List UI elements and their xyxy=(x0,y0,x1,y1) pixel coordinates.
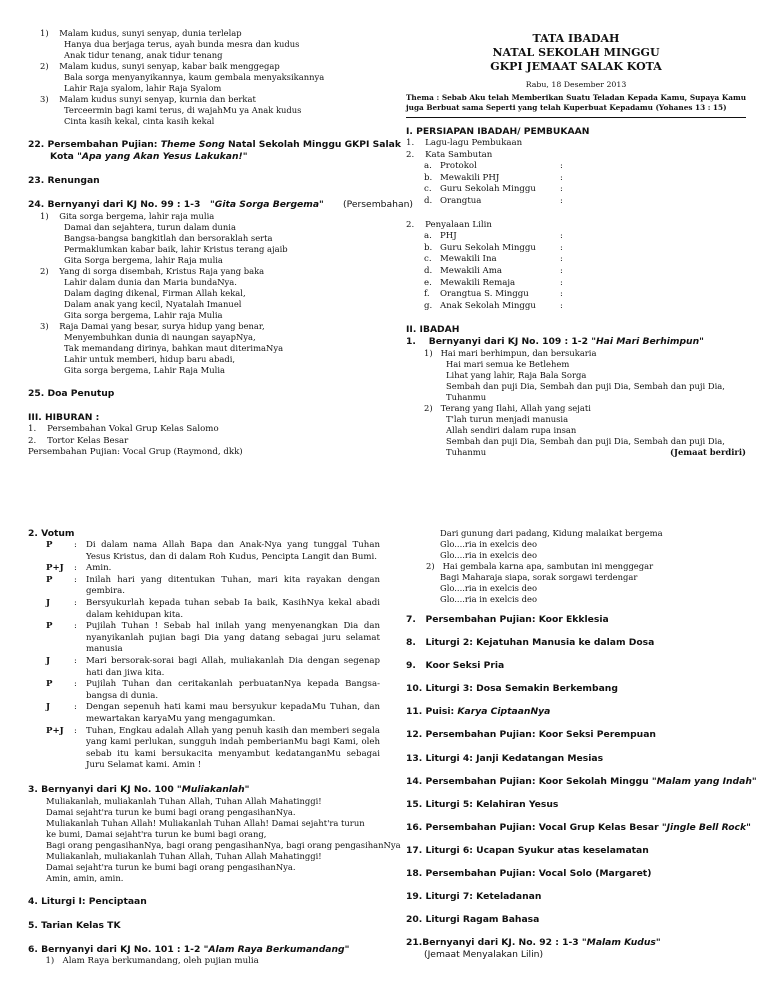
divider xyxy=(406,113,746,118)
doc-subtitle: NATAL SEKOLAH MINGGU xyxy=(492,46,660,59)
reading-row: P : Di dalam nama Allah Bapa dan Anak-Nya yang tunggal Tuhan Yesus Kristus, dan di dalam Roh Kudus, Pencipta Langit dan Bumi. xyxy=(46,540,380,562)
top-left-panel: 1) Malam kudus, sunyi senyap, dunia terlelap Hanya dua berjaga terus, ayah bunda mesra dan kudus Anak tidur tenang, anak tidur tenang 2) Malam kudus, sunyi senyap, kabar baik menggegap Bala sorga menyanyikannya, kaum gembala menyaksikannya Lahir Raja syalom, lahir Raja Syalom 3) Malam kudus sunyi senyap, kurnia dan berkat Terceermin bagi kami terus, di wajahMu ya Anak kudus Cinta kasih kekal, cinta kasih kekal 22. Persembahan Pujian: Theme Song Natal Sekolah Minggu GKPI Salak Kota "Apa yang Akan Yesus Lakukan!" 23. Renungan 24. Bernyanyi dari KJ No. 99 : 1-3 "Gita Sorga Bergema" (Persembahan) 1) Gita sorga bergema, lahir raja mulia Damai dan sejahtera, turun dalam dunia Bangsa-bangsa bangkitlah dan bersoraklah serta Permaklumkan kabar baik, lahir Kristus terang ajaib Gita Sorga bergema, lahir Raja mulia 2) Yang di sorga disembah, Kristus Raja yang baka Lahir dalam dunia dan Maria bundaNya. Dalam daging dikenal, Firman Allah kekal, Dalam anak yang kecil, Nyatalah Imanuel Gita sorga bergema, Lahir raja Mulia 3) Raja Damai yang besar, surya hidup yang benar, Menyembuhkan dunia di naungan sayapNya, Tak memandang dirinya, bahkan maut diterimaNya Lahir untuk memberi, hidup baru abadi, Gita sorga bergema, Lahir Raja Mulia 25. Doa Penutup III. HIBURAN : 1. Persembahan Vokal Grup Kelas Salomo 2. Tortor Kelas Besar Persembahan Pujian: Vocal Grup (Raymond, dkk) xyxy=(28,28,413,458)
lyric-line: Hanya dua berjaga terus, ayah bunda mesra dan kudus xyxy=(64,39,300,49)
reading-row: P : Inilah hari yang ditentukan Tuhan, mari kita rayakan dengan gembira. xyxy=(46,574,380,597)
item-24: 24. Bernyanyi dari KJ No. 99 : 1-3 "Gita Sorga Bergema" (Persembahan) xyxy=(28,199,413,210)
lilin-row: g. Anak Sekolah Minggu : xyxy=(424,300,563,311)
program-item: 11. Puisi: Karya CiptaanNya xyxy=(406,706,551,718)
lyric-line: Malam kudus, sunyi senyap, kabar baik menggegap xyxy=(59,61,280,71)
program-item: 18. Persembahan Pujian: Vocal Solo (Margaret) xyxy=(406,868,652,880)
hiburan-item-2: Tortor Kelas Besar xyxy=(47,435,129,446)
lyric-line: Anak tidur tenang, anak tidur tenang xyxy=(64,50,223,60)
lyric-line: Terceermin bagi kami terus, di wajahMu ya Anak kudus xyxy=(64,105,302,115)
program-item: 9. Koor Seksi Pria xyxy=(406,660,505,672)
item-3: 3. Bernyanyi dari KJ No. 100 "Muliakanlah" xyxy=(28,783,250,795)
top-right-panel: TATA IBADAH NATAL SEKOLAH MINGGU GKPI JEMAAT SALAK KOTA Rabu, 18 Desember 2013 Thema : Sebab Aku telah Memberikan Suatu Teladan Kepada Kamu, Supaya Kamu juga Berbuat sama Seperti yang telah Kuperbuat Kepadamu (Yohanes 13 : 15) I. PERSIAPAN IBADAH/ PEMBUKAAN 1. Lagu-lagu Pembukaan 2. Kata Sambutan a. Protokol : b. Mewakili PHJ : c. Guru Sekolah Minggu : d. Orangtua : 2. Penyalaan Lilin a. PHJ : b. Guru Sekolah Minggu : c. Mewakili Ina : d. Mewakili Ama : e. Mewakili Remaja : f. Orangtua S. Minggu : g. Anak Sekolah Minggu : II. IBADAH 1. Bernyanyi dari KJ No. 109 : 1-2 "Hai Mari Berhimpun" 1) Hai mari berhimpun, dan bersukaria Hai mari semua ke Betlehem Lihat yang lahir, Raja Bala Sorga Sembah dan puji Dia, Sembah dan puji Dia, Sembah dan puji Dia, Tuhanmu 2) Terang yang Ilahi, Allah yang sejati T'lah turun menjadi manusia Allah sendiri dalam rupa insan Sembah dan puji Dia, Sembah dan puji Dia, Sembah dan puji Dia, Tuhanmu (Jemaat berdiri) xyxy=(406,32,746,458)
persiapan-item-3: Penyalaan Lilin xyxy=(425,219,492,230)
responsive-reading xyxy=(28,540,380,772)
item-votum: 2. Votum xyxy=(28,528,75,539)
service-date: Rabu, 18 Desember 2013 xyxy=(525,80,627,89)
doc-title: TATA IBADAH xyxy=(532,32,620,45)
program-item: 10. Liturgi 3: Dosa Semakin Berkembang xyxy=(406,683,618,695)
bottom-left-panel: 2. Votum P : Di dalam nama Allah Bapa dan Anak-Nya yang tunggal Tuhan Yesus Kristus, dan di dalam Roh Kudus, Pencipta Langit dan Bumi. P+J : Amin. P : Inilah hari yang ditentukan Tuhan, mari kita rayakan dengan gembira. J : Bersyukurlah kepada tuhan sebab Ia baik, KasihNya kekal abadi dalam kehidupan kita. P : Pujilah Tuhan ! Sebab hal inilah yang menyenangkan Dia dan nyanyikanlah pujian bagi Dia yang datang sebagai juru selamat manusia J : Mari bersorak-sorai bagi Allah, muliakanlah Dia dengan segenap hati dan jiwa kita. P : Pujilah Tuhan dan ceritakanlah perbuatanNya kepada Bangsa-bangsa di dunia. J : Dengan sepenuh hati kami mau bersyukur kepadaMu Tuhan, dan mewartakan karyaMu yang mengagumkan. P+J : Tuhan, Engkau adalah Allah yang penuh kasih dan memberi segala yang kami perlukan, sungguh indah pemberianMu bagi Kami, oleh sebab itu kami bersukacita menyambut kedatanganMu sebagai Juru Selamat kami. Amin ! 3. Bernyanyi dari KJ No. 100 "Muliakanlah" Muliakanlah, muliakanlah Tuhan Allah, Tuhan Allah Mahatinggi! Damai sejaht'ra turun ke bumi bagi orang pengasihanNya. Muliakanlah Tuhan Allah! Muliakanlah Tuhan Allah! Damai sejaht'ra turun ke bumi, Damai sejaht'ra turun ke bumi bagi orang, Bagi orang pengasihanNya, bagi orang pengasihanNya, bagi orang pengasihanNya Muliakanlah, muliakanlah Tuhan Allah, Tuhan Allah Mahatinggi! Damai sejaht'ra turun ke bumi bagi orang pengasihanNya. Amin, amin, amin. 4. Liturgi I: Penciptaan 5. Tarian Kelas TK 6. Bernyanyi dari KJ No. 101 : 1-2 "Alam Raya Berkumandang" 1) Alam Raya berkumandang, oleh pujian mulia xyxy=(28,528,401,966)
sambutan-row: c. Guru Sekolah Minggu : xyxy=(424,184,563,195)
persiapan-item-2: Kata Sambutan xyxy=(425,149,493,160)
service-theme: Thema : Sebab Aku telah Memberikan Suatu Teladan Kepada Kamu, Supaya Kamu juga Berbuat sama Seperti yang telah Kuperbuat Kepadamu (Yohanes 13 : 15) xyxy=(406,93,746,112)
item-22: 22. Persembahan Pujian: Theme Song Natal Sekolah Minggu GKPI Salak xyxy=(28,139,401,150)
lilin-row: b. Guru Sekolah Minggu : xyxy=(424,242,563,253)
lilin-row: e. Mewakili Remaja : xyxy=(424,277,563,288)
program-item: 8. Liturgi 2: Kejatuhan Manusia ke dalam Dosa xyxy=(406,637,655,649)
lyric-line: Alam Raya berkumandang, oleh pujian mulia xyxy=(62,955,259,966)
program-item: 20. Liturgi Ragam Bahasa xyxy=(406,914,540,926)
lyric-line: Bala sorga menyanyikannya, kaum gembala menyaksikannya xyxy=(64,72,325,82)
program-item: 14. Persembahan Pujian: Koor Sekolah Minggu "Malam yang Indah" xyxy=(406,775,757,787)
song-hai-mari-berhimpun: 1) Hai mari berhimpun, dan bersukaria Hai mari semua ke Betlehem Lihat yang lahir, Raja Bala Sorga Sembah dan puji Dia, Sembah dan puji Dia, Sembah dan puji Dia, Tuhanmu 2) Terang yang Ilahi, Allah yang sejati T'lah turun menjadi manusia Allah sendiri dalam rupa insan Sembah dan puji Dia, Sembah dan puji Dia, Sembah dan puji Dia, Tuhanmu (Jemaat berdiri) xyxy=(424,348,746,458)
section-ibadah: II. IBADAH xyxy=(406,324,460,336)
section-persiapan: I. PERSIAPAN IBADAH/ PEMBUKAAN xyxy=(406,126,590,137)
reading-row: P : Pujilah Tuhan ! Sebab hal inilah yang menyenangkan Dia dan nyanyikanlah pujian bagi Dia yang datang sebagai juru selamat manusia xyxy=(46,621,380,655)
lilin-list xyxy=(406,231,746,312)
sambutan-list xyxy=(406,161,746,207)
sambutan-row: a. Protokol : xyxy=(424,161,563,172)
reading-row: P : Pujilah Tuhan dan ceritakanlah perbuatanNya kepada Bangsa-bangsa di dunia. xyxy=(46,679,380,701)
sambutan-row: d. Orangtua : xyxy=(424,195,563,206)
lilin-row: c. Mewakili Ina : xyxy=(424,254,563,265)
song-alam-raya-verse-2: 2) Hai gembala karna apa, sambutan ini menggegar Bagi Maharaja siapa, sorak sorgawi terdengar Glo....ria in exelcis deo Glo....ria in exelcis deo xyxy=(426,561,654,604)
reading-row: J : Dengan sepenuh hati kami mau bersyukur kepadaMu Tuhan, dan mewartakan karyaMu yang mengagumkan. xyxy=(46,702,380,724)
bottom-right-panel xyxy=(406,528,757,961)
program-item: 15. Liturgi 5: Kelahiran Yesus xyxy=(406,798,559,810)
persiapan-item-1: Lagu-lagu Pembukaan xyxy=(425,138,523,148)
item-4: 4. Liturgi I: Penciptaan xyxy=(28,895,147,907)
sambutan-row: b. Mewakili PHJ : xyxy=(424,172,563,183)
program-list xyxy=(406,614,757,961)
program-item: 19. Liturgi 7: Keteladanan xyxy=(406,891,542,903)
song-malam-kudus-verse-1: 1) Malam kudus, sunyi senyap, dunia terlelap Hanya dua berjaga terus, ayah bunda mesra dan kudus Anak tidur tenang, anak tidur tenang 2) Malam kudus, sunyi senyap, kabar baik menggegap Bala sorga menyanyikannya, kaum gembala menyaksikannya Lahir Raja syalom, lahir Raja Syalom 3) Malam kudus sunyi senyap, kurnia dan berkat Terceermin bagi kami terus, di wajahMu ya Anak kudus Cinta kasih kekal, cinta kasih kekal xyxy=(28,28,380,127)
lyric-line: Lahir Raja syalom, lahir Raja Syalom xyxy=(64,83,222,93)
reading-row: J : Bersyukurlah kepada tuhan sebab Ia baik, KasihNya kekal abadi dalam kehidupan kita. xyxy=(46,597,380,620)
lilin-row: a. PHJ : xyxy=(424,231,563,242)
reading-row: P+J : Amin. xyxy=(46,563,112,574)
song-gita-sorga: 1) Gita sorga bergema, lahir raja mulia Damai dan sejahtera, turun dalam dunia Bangsa-bangsa bangkitlah dan bersoraklah serta Permaklumkan kabar baik, lahir Kristus terang ajaib Gita Sorga bergema, lahir Raja mulia 2) Yang di sorga disembah, Kristus Raja yang baka Lahir dalam dunia dan Maria bundaNya. Dalam daging dikenal, Firman Allah kekal, Dalam anak yang kecil, Nyatalah Imanuel Gita sorga bergema, Lahir raja Mulia 3) Raja Damai yang besar, surya hidup yang benar, Menyembuhkan dunia di naungan sayapNya, Tak memandang dirinya, bahkan maut diterimaNya Lahir untuk memberi, hidup baru abadi, Gita sorga bergema, Lahir Raja Mulia xyxy=(40,211,288,375)
program-item: 16. Persembahan Pujian: Vocal Grup Kelas Besar "Jingle Bell Rock" xyxy=(406,821,751,833)
program-item: 17. Liturgi 6: Ucapan Syukur atas keselamatan xyxy=(406,844,649,856)
hiburan-item-1: Persembahan Vokal Grup Kelas Salomo xyxy=(47,424,219,434)
reading-row: P+J : Tuhan, Engkau adalah Allah yang penuh kasih dan memberi segala yang kami perlukan, sungguh indah pemberianMu bagi Kami, oleh sebab itu kami bersukacita menyambut kedatanganMu sebagai Juru Selamat kami. Amin ! xyxy=(46,725,380,771)
hiburan-item-3: Persembahan Pujian: Vocal Grup (Raymond, dkk) xyxy=(28,447,243,458)
program-item: 13. Liturgi 4: Janji Kedatangan Mesias xyxy=(406,752,604,764)
ibadah-item-1: 1. Bernyanyi dari KJ No. 109 : 1-2 "Hai Mari Berhimpun" xyxy=(406,336,704,348)
lilin-row: f. Orangtua S. Minggu : xyxy=(424,289,563,300)
congregation-note: (Jemaat berdiri) xyxy=(670,447,746,458)
item-23: 23. Renungan xyxy=(28,175,100,186)
candle-lighting-note: (Jemaat Menyalakan Lilin) xyxy=(424,949,544,961)
song-muliakanlah: Muliakanlah, muliakanlah Tuhan Allah, Tuhan Allah Mahatinggi! Damai sejaht'ra turun ke bumi bagi orang pengasihanNya. Muliakanlah Tuhan Allah! Muliakanlah Tuhan Allah! Damai sejaht'ra turun ke bumi, Damai sejaht'ra turun ke bumi bagi orang, Bagi orang pengasihanNya, bagi orang pengasihanNya, bagi orang pengasihanNya Muliakanlah, muliakanlah Tuhan Allah, Tuhan Allah Mahatinggi! Damai sejaht'ra turun ke bumi bagi orang pengasihanNya. Amin, amin, amin. xyxy=(46,795,401,883)
program-item: 7. Persembahan Pujian: Koor Ekklesia xyxy=(406,614,609,625)
item-6: 6. Bernyanyi dari KJ No. 101 : 1-2 "Alam Raya Berkumandang" xyxy=(28,943,350,955)
item-22-line-2: Kota "Apa yang Akan Yesus Lakukan!" xyxy=(50,151,248,162)
lilin-row: d. Mewakili Ama : xyxy=(424,265,563,276)
program-item: 12. Persembahan Pujian: Koor Seksi Perempuan xyxy=(406,729,656,741)
section-hiburan: III. HIBURAN : xyxy=(28,412,100,423)
lyric-line: Malam kudus, sunyi senyap, dunia terlelap xyxy=(59,28,242,38)
lyric-line: Cinta kasih kekal, cinta kasih kekal xyxy=(64,116,215,126)
item-5: 5. Tarian Kelas TK xyxy=(28,919,121,931)
program-item: 21.Bernyanyi dari KJ. No. 92 : 1-3 "Malam Kudus" xyxy=(406,937,661,949)
church-name: GKPI JEMAAT SALAK KOTA xyxy=(490,60,662,73)
item-25: 25. Doa Penutup xyxy=(28,388,115,399)
lyric-line: Malam kudus sunyi senyap, kurnia dan berkat xyxy=(59,94,256,104)
song-alam-raya-cont: Dari gunung dari padang, Kidung malaikat bergema Glo....ria in exelcis deo Glo....ria in exelcis deo xyxy=(440,528,663,560)
reading-row: J : Mari bersorak-sorai bagi Allah, muliakanlah Dia dengan segenap hati dan jiwa kita. xyxy=(46,655,380,678)
